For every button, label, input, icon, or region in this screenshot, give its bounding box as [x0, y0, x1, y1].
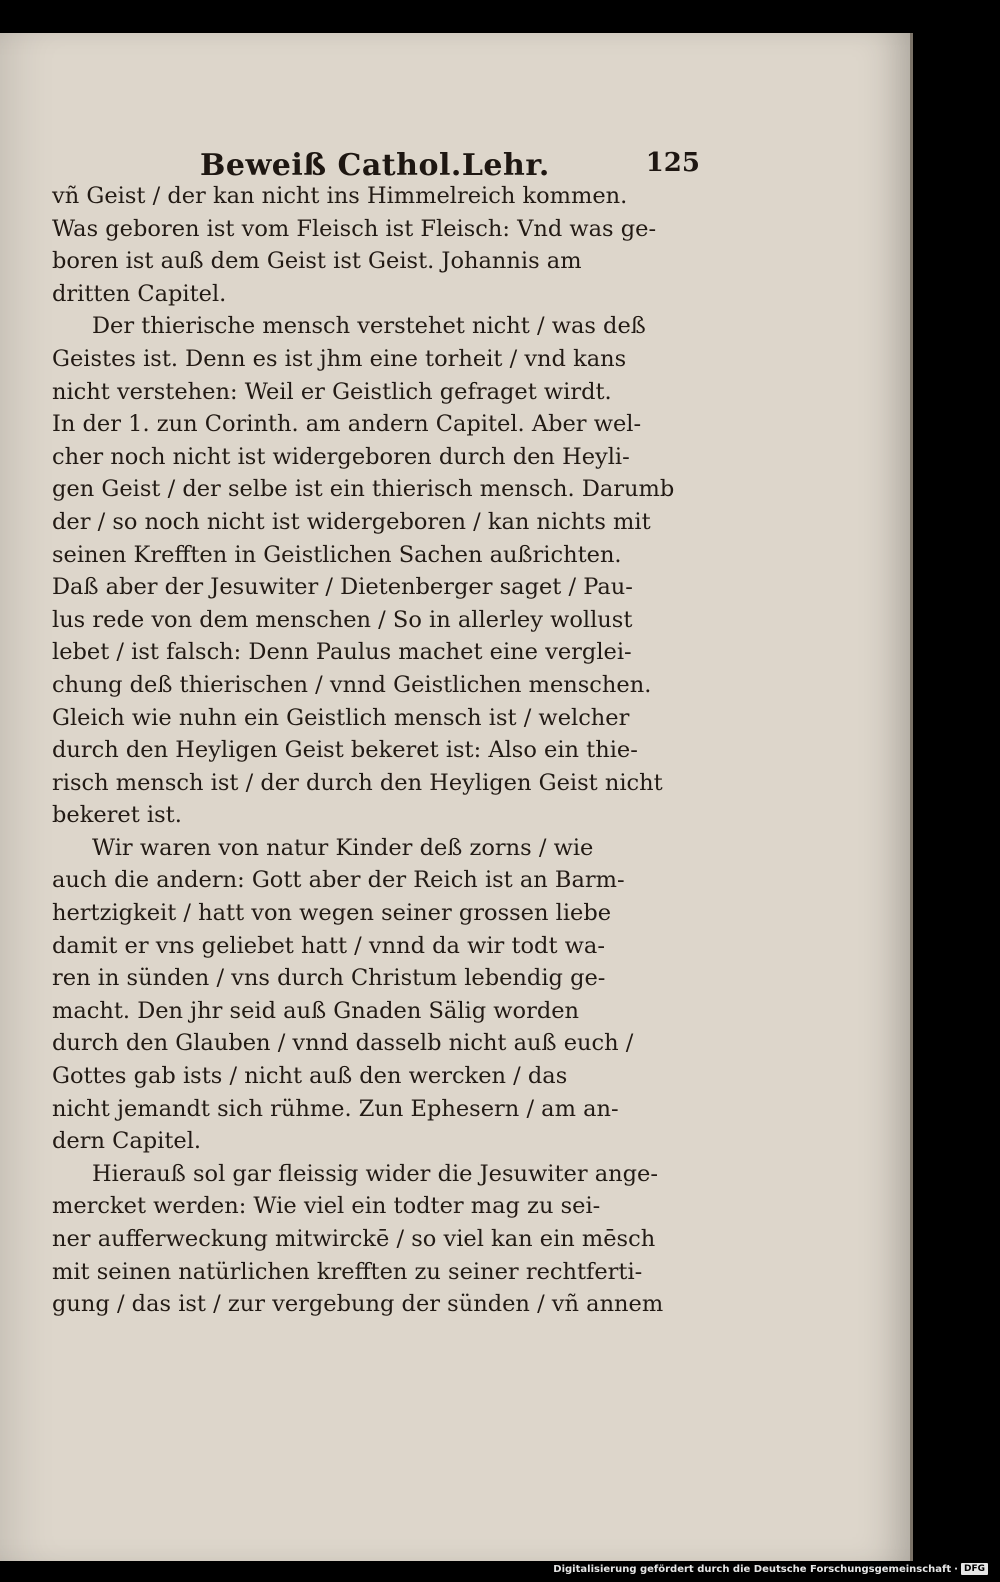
- text-line: mit seinen natürlichen krefften zu seiner rechtferti-: [52, 1258, 643, 1285]
- text-line: risch mensch ist / der durch den Heyligen Geist nicht: [52, 769, 663, 796]
- text-line: hertzigkeit / hatt von wegen seiner grossen liebe: [52, 900, 612, 927]
- text-line: Gleich wie nuhn ein Geistlich mensch ist / welcher: [52, 704, 630, 731]
- text-line: damit er vns geliebet hatt / vnnd da wir todt wa-: [52, 932, 605, 959]
- text-line: Geistes ist. Denn es ist jhm eine torheit / vnd kans: [52, 345, 627, 372]
- text-line: ner aufferweckung mitwirckē / so viel kan ein mēsch: [52, 1226, 656, 1252]
- text-line: auch die andern: Gott aber der Reich ist an Barm-: [52, 867, 625, 894]
- text-line: Der thierische mensch verstehet nicht / was deß: [92, 313, 646, 340]
- text-line: mercket werden: Wie viel ein todter mag zu sei-: [52, 1193, 601, 1220]
- text-line: gen Geist / der selbe ist ein thierisch mensch. Darumb: [52, 476, 675, 503]
- text-line: dritten Capitel.: [52, 280, 227, 307]
- footer-text: Digitalisierung gefördert durch die Deutsche Forschungsgemeinschaft: [553, 1563, 952, 1575]
- text-line: nicht jemandt sich rühme. Zun Ephesern / am an-: [52, 1095, 619, 1122]
- text-line: bekeret ist.: [52, 802, 182, 829]
- text-line: Was geboren ist vom Fleisch ist Fleisch: Vnd was ge-: [52, 215, 657, 242]
- text-line: Hierauß sol gar fleissig wider die Jesuwiter ange-: [92, 1160, 658, 1187]
- text-line: durch den Glauben / vnnd dasselb nicht auß euch /: [52, 1030, 634, 1057]
- page-edge: [910, 33, 913, 1561]
- text-line: vñ Geist / der kan nicht ins Himmelreich kommen.: [52, 183, 628, 209]
- dfg-logo: DFG: [961, 1563, 988, 1575]
- text-line: lebet / ist falsch: Denn Paulus machet eine verglei-: [52, 639, 632, 666]
- text-line: In der 1. zun Corinth. am andern Capitel. Aber wel-: [52, 411, 642, 438]
- text-line: Gottes gab ists / nicht auß den wercken / das: [52, 1063, 568, 1090]
- text-line: nicht verstehen: Weil er Geistlich gefraget wirdt.: [52, 378, 612, 405]
- text-line: cher noch nicht ist widergeboren durch den Heyli-: [52, 443, 630, 470]
- text-line: Daß aber der Jesuwiter / Dietenberger saget / Pau-: [52, 574, 633, 601]
- text-line: macht. Den jhr seid auß Gnaden Sälig worden: [52, 997, 580, 1024]
- page-number: 125: [645, 148, 700, 178]
- running-title: Beweiß Cathol.Lehr.: [200, 148, 550, 183]
- text-line: ren in sünden / vns durch Christum lebendig ge-: [52, 965, 606, 992]
- text-line: chung deß thierischen / vnnd Geistlichen menschen.: [52, 671, 652, 698]
- text-line: gung / das ist / zur vergebung der sünden / vñ annem: [52, 1291, 664, 1318]
- text-line: boren ist auß dem Geist ist Geist. Johannis am: [52, 248, 582, 275]
- footer-credit: Digitalisierung gefördert durch die Deutsche Forschungsgemeinschaft · DFG: [553, 1562, 988, 1576]
- body-text: [52, 180, 712, 1321]
- text-line: dern Capitel.: [52, 1128, 202, 1155]
- text-line: seinen Krefften in Geistlichen Sachen außrichten.: [52, 541, 622, 568]
- text-line: der / so noch nicht ist widergeboren / kan nichts mit: [52, 508, 651, 535]
- text-line: Wir waren von natur Kinder deß zorns / wie: [92, 834, 594, 861]
- text-line: durch den Heyligen Geist bekeret ist: Also ein thie-: [52, 737, 638, 764]
- text-line: lus rede von dem menschen / So in allerley wollust: [52, 606, 633, 633]
